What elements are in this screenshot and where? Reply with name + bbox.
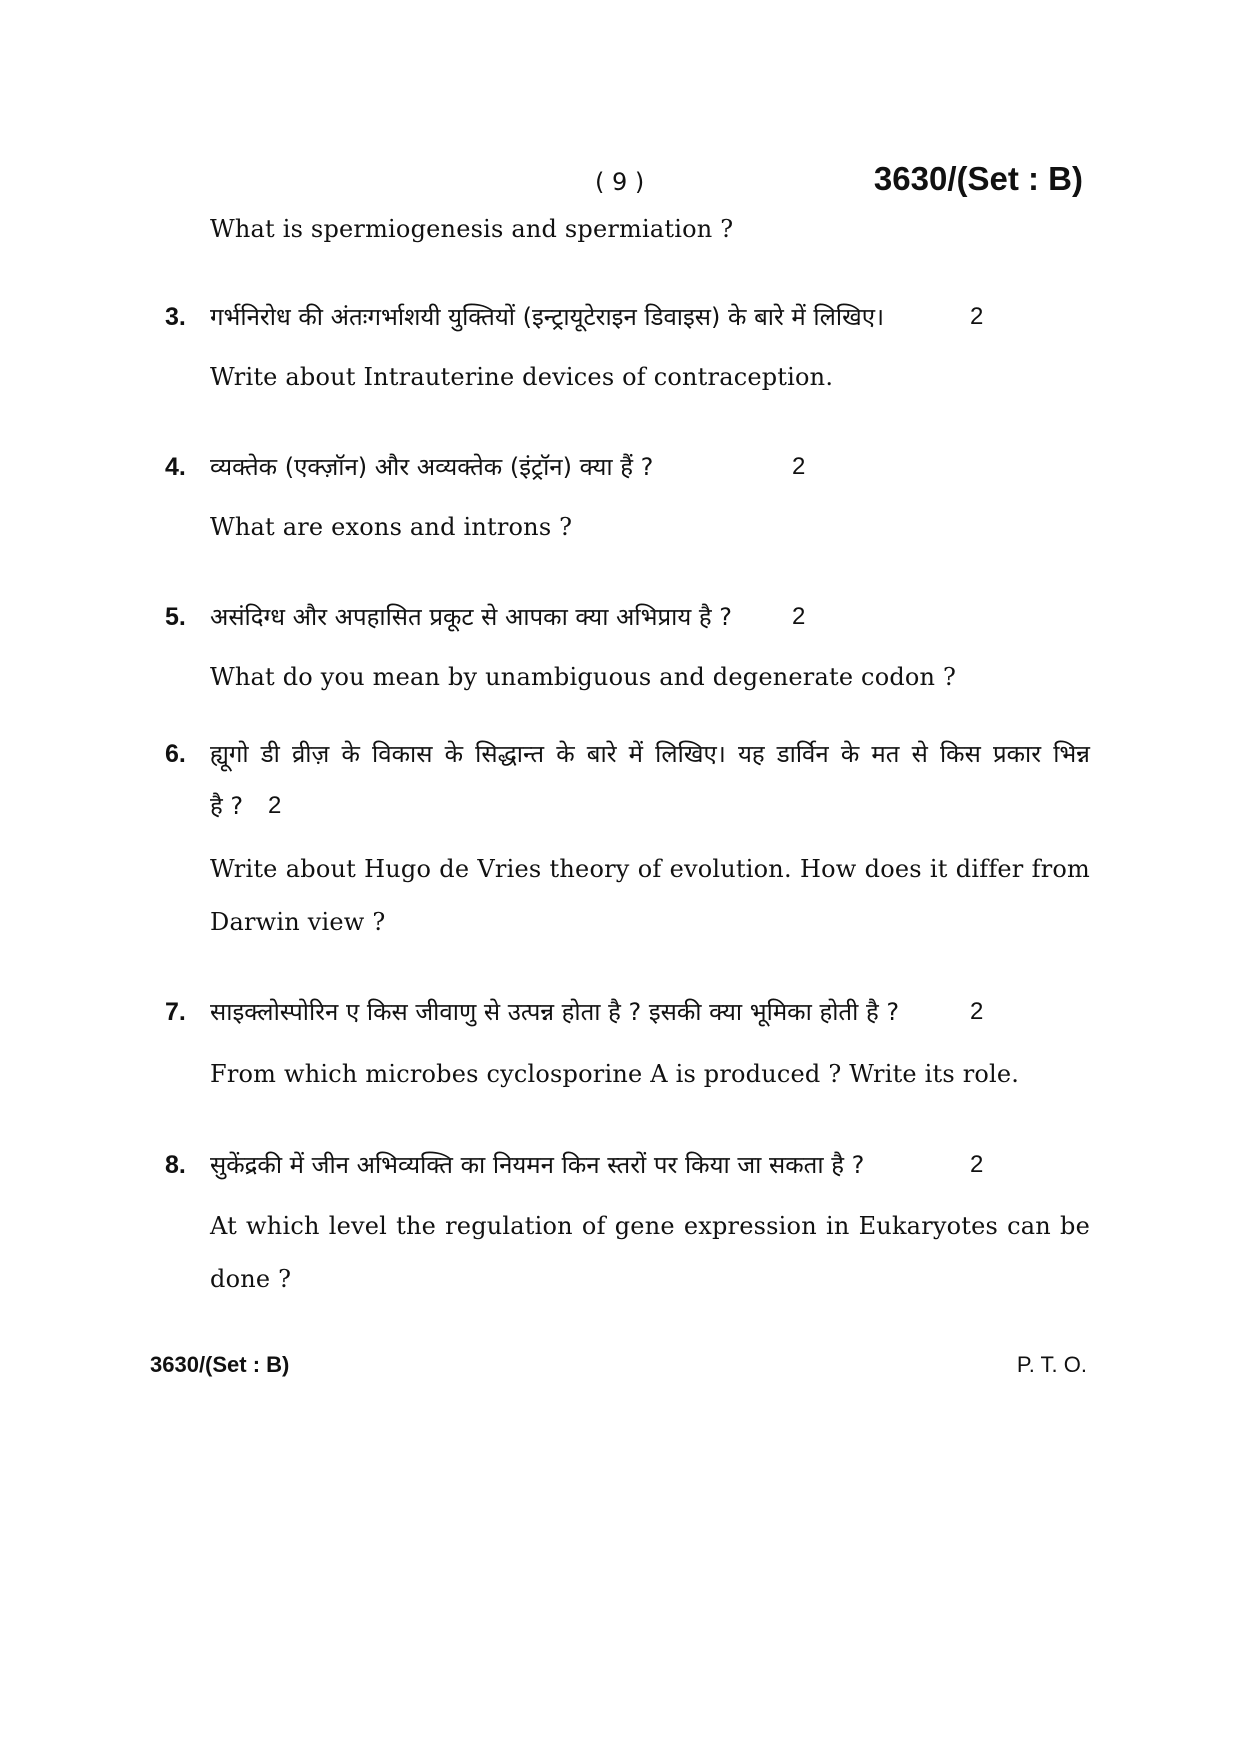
question-english: What do you mean by unambiguous and degenerate codon ? [210, 663, 957, 691]
set-code-footer: 3630/(Set : B) [150, 1352, 290, 1377]
question-hindi-line1: ह्यूगो डी व्रीज़ के विकास के सिद्धान्त के बारे में लिखिए। यह डार्विन के मत से किस प्रकार भिन्न [210, 740, 1090, 768]
question-english: From which microbes cyclosporine A is produced ? Write its role. [210, 1060, 1020, 1088]
question-number: 8. [165, 1151, 186, 1179]
pto-label: P. T. O. [1016, 1352, 1087, 1377]
question-hindi: सुकेंद्रकी में जीन अभिव्यक्ति का नियमन किन स्तरों पर किया जा सकता है ? [210, 1151, 865, 1179]
question-marks: 2 [970, 303, 984, 330]
question-hindi: असंदिग्ध और अपहासित प्रकूट से आपका क्या अभिप्राय है ? [210, 603, 732, 631]
question-english: What are exons and introns ? [210, 513, 573, 541]
question-english: Write about Intrauterine devices of contraception. [210, 363, 834, 391]
question-english-line2: Darwin view ? [210, 908, 386, 936]
question-marks: 2 [268, 792, 282, 819]
question-english-line1: Write about Hugo de Vries theory of evolution. How does it differ from [210, 855, 1090, 883]
question-hindi: गर्भनिरोध की अंतःगर्भाशयी युक्तियों (इन्ट्रायूटेराइन डिवाइस) के बारे में लिखिए। [210, 303, 885, 331]
question-marks: 2 [970, 1151, 984, 1178]
question-number: 4. [165, 453, 186, 481]
question-marks: 2 [792, 603, 806, 630]
set-code-header: 3630/(Set : B) [873, 160, 1083, 197]
question-number: 5. [165, 603, 186, 631]
page-number: ( 9 ) [595, 168, 645, 196]
question-hindi: साइक्लोस्पोरिन ए किस जीवाणु से उत्पन्न होता है ? इसकी क्या भूमिका होती है ? [210, 998, 900, 1026]
question-english-line2: done ? [210, 1265, 292, 1293]
question-hindi: व्यक्तेक (एक्ज़ॉन) और अव्यक्तेक (इंट्रॉन) क्या हैं ? [210, 453, 654, 481]
question-hindi-line2: है ? [210, 792, 244, 820]
question-english-line1: At which level the regulation of gene expression in Eukaryotes can be [210, 1212, 1090, 1240]
question-number: 7. [165, 998, 186, 1026]
question-number: 6. [165, 740, 186, 768]
question-number: 3. [165, 303, 186, 331]
question-marks: 2 [792, 453, 806, 480]
question-marks: 2 [970, 998, 984, 1025]
carryover-english: What is spermiogenesis and spermiation ? [210, 215, 734, 243]
